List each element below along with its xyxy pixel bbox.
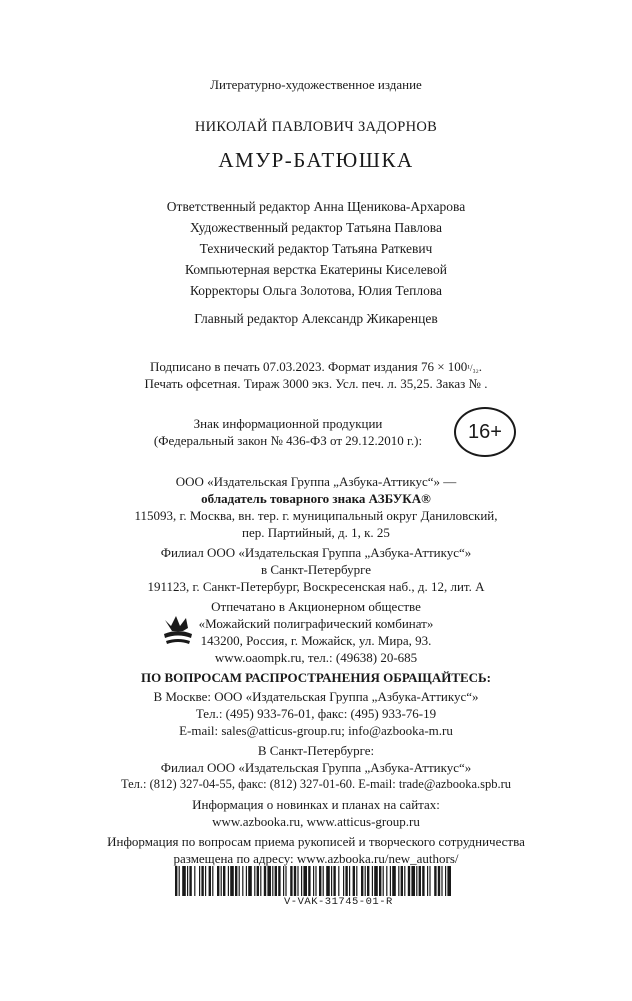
barcode-bar [260, 866, 261, 896]
barcode-bar [301, 866, 302, 896]
branch-line: в Санкт-Петербурге [260, 562, 372, 577]
barcode-bar [438, 866, 440, 896]
manuscripts-line: Информация по вопросам приема рукописей и творческого сотрудничества [107, 834, 525, 849]
barcode-bar [235, 866, 237, 896]
barcode-bar [374, 866, 378, 896]
barcode-bar [411, 866, 415, 896]
barcode-bar [199, 866, 200, 896]
book-title: АМУР-БАТЮШКА [218, 148, 414, 172]
barcode-bar [343, 866, 344, 896]
barcode-bar [372, 866, 373, 896]
barcode-bar [445, 866, 446, 896]
publisher-line: обладатель товарного знака АЗБУКА® [201, 491, 431, 506]
distribution-heading: ПО ВОПРОСАМ РАСПРОСТРАНЕНИЯ ОБРАЩАЙТЕСЬ: [141, 670, 491, 685]
barcode-bar [419, 866, 421, 896]
distribution-spb-line: В Санкт-Петербурге: [257, 743, 375, 758]
staff-line: Художественный редактор Татьяна Павлова [190, 220, 442, 235]
barcode-bar [205, 866, 206, 896]
barcode-bar [429, 866, 430, 896]
barcode-bar [434, 866, 436, 896]
barcode-bar [283, 866, 284, 896]
print-info-line [0, 359, 632, 375]
barcode-bar [223, 866, 225, 896]
barcode-bar [187, 866, 188, 896]
staff-line: Компьютерная верстка Екатерины Киселевой [185, 262, 447, 277]
barcode-bar [356, 866, 357, 896]
edition-type: Литературно-художественное издание [210, 77, 422, 92]
staff-line: Корректоры Ольга Золотова, Юлия Теплова [189, 283, 443, 298]
barcode-bar [326, 866, 330, 896]
barcode-bar [331, 866, 332, 896]
barcode-bar [365, 866, 366, 896]
barcode-bar [246, 866, 247, 896]
barcode-bar [408, 866, 410, 896]
barcode [175, 866, 452, 896]
barcode-bar [212, 866, 213, 896]
barcode-bar [345, 866, 347, 896]
barcode-bar [353, 866, 355, 896]
barcode-bar [386, 866, 387, 896]
printer-line: Отпечатано в Акционерном обществе [211, 599, 421, 614]
barcode-bar [182, 866, 186, 896]
barcode-bar [242, 866, 243, 896]
distribution-moscow-line: В Москве: ООО «Издательская Группа „Азбука-Аттикус“» [153, 689, 479, 704]
printer-line: «Можайский полиграфический комбинат» [198, 616, 434, 631]
barcode-bar [179, 866, 180, 896]
staff-line: Ответственный редактор Анна Щеникова-Архарова [166, 199, 466, 214]
barcode-bar [189, 866, 191, 896]
publisher-line: ООО «Издательская Группа „Азбука-Аттикус“» — [175, 474, 457, 489]
barcode-bar [416, 866, 417, 896]
barcode-bar [285, 866, 286, 896]
manuscripts-line: размещена по адресу: www.azbooka.ru/new_authors/ [173, 851, 459, 866]
barcode-bar [401, 866, 403, 896]
info-product-label: Знак информационной продукции [193, 416, 383, 431]
barcode-bar [228, 866, 229, 896]
barcode-bar [275, 866, 277, 896]
distribution-spb-line: Тел.: (812) 327-04-55, факс: (812) 327-01-60. E-mail: trade@azbooka.spb.ru [120, 777, 512, 791]
barcode-bar [383, 866, 384, 896]
age-rating-badge: 16+ [454, 407, 516, 457]
barcode-bar [392, 866, 396, 896]
barcode-bar [294, 866, 296, 896]
print-info-text: Подписано в печать 07.03.2023. Формат издания 76 × 100 [149, 359, 468, 374]
barcode-bar [290, 866, 292, 896]
barcode-bar [349, 866, 350, 896]
barcode-bar [248, 866, 252, 896]
barcode-bar [422, 866, 424, 896]
chief-editor: Главный редактор Александр Жикаренцев [194, 311, 438, 326]
distribution-moscow-line: Тел.: (495) 933-76-01, факс: (495) 933-76-19 [195, 706, 437, 721]
barcode-bar [313, 866, 314, 896]
barcode-bar [441, 866, 442, 896]
barcode-bar [323, 866, 324, 896]
barcode-bar [338, 866, 339, 896]
print-info-fraction: ¹/₃₂ [467, 363, 479, 373]
publisher-line: 115093, г. Москва, вн. тер. г. муниципальный округ Даниловский, [134, 508, 498, 523]
barcode-bar [201, 866, 203, 896]
staff-line: Технический редактор Татьяна Раткевич [199, 241, 433, 256]
barcode-bar [333, 866, 335, 896]
barcode-bar [175, 866, 177, 896]
barcode-bar [297, 866, 298, 896]
print-info-line: Печать офсетная. Тираж 3000 экз. Усл. печ. л. 35,25. Заказ № . [144, 376, 488, 391]
barcode-bar [278, 866, 280, 896]
barcode-bar [308, 866, 310, 896]
branch-line: Филиал ООО «Издательская Группа „Азбука-Аттикус“» [160, 545, 472, 560]
print-info-suffix: . [478, 359, 483, 374]
barcode-bar [398, 866, 399, 896]
barcode-bar [267, 866, 271, 896]
barcode-bar [257, 866, 259, 896]
barcode-bar [254, 866, 255, 896]
barcode-bar [217, 866, 219, 896]
barcode-bar [264, 866, 266, 896]
distribution-spb-line: Филиал ООО «Издательская Группа „Азбука-Аттикус“» [160, 760, 472, 775]
barcode-bar [221, 866, 222, 896]
barcode-bar [239, 866, 240, 896]
barcode-bar [390, 866, 391, 896]
barcode-bar [272, 866, 273, 896]
barcode-bar [427, 866, 428, 896]
barcode-bar [379, 866, 381, 896]
barcode-number: V-VAK-31745-01-R [284, 896, 393, 908]
barcode-bar [361, 866, 363, 896]
barcode-bar [303, 866, 307, 896]
barcode-bar [404, 866, 405, 896]
author-name: НИКОЛАЙ ПАВЛОВИЧ ЗАДОРНОВ [194, 119, 438, 135]
printer-line: www.oaompk.ru, тел.: (49638) 20-685 [214, 650, 418, 665]
distribution-moscow-line: E-mail: sales@atticus-group.ru; info@azbooka-m.ru [179, 723, 453, 738]
barcode-bar [230, 866, 234, 896]
branch-line: 191123, г. Санкт-Петербург, Воскресенская наб., д. 12, лит. А [147, 579, 485, 594]
publisher-line: пер. Партийный, д. 1, к. 25 [242, 525, 390, 540]
barcode-bar [194, 866, 195, 896]
news-line: Информация о новинках и планах на сайтах: [192, 797, 440, 812]
info-product-law: (Федеральный закон № 436-ФЗ от 29.12.2010 г.): [153, 433, 423, 448]
barcode-bar [209, 866, 211, 896]
news-line: www.azbooka.ru, www.atticus-group.ru [212, 814, 420, 829]
barcode-bar [447, 866, 451, 896]
barcode-bar [367, 866, 369, 896]
printer-line: 143200, Россия, г. Можайск, ул. Мира, 93. [200, 633, 432, 648]
barcode-bar [315, 866, 316, 896]
barcode-bar [319, 866, 321, 896]
